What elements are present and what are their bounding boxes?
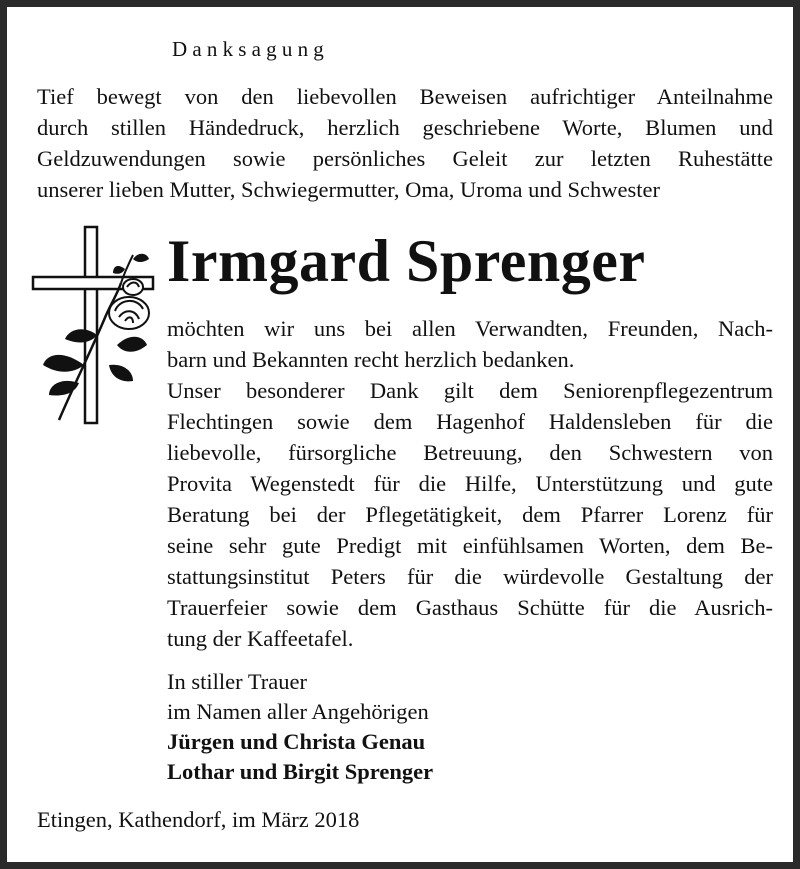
thanks-text [167,313,773,654]
cross-with-rose-icon [29,225,159,425]
intro-line: unserer lieben Mutter, Schwiegermutter, Oma, Uroma und Schwester [37,177,661,202]
intro-text [37,81,773,205]
closing-line: im Namen aller Angehörigen [167,699,429,724]
family-name: Lothar und Birgit Sprenger [167,759,434,784]
intro-line: Geldzuwendungen sowie persönliches Geleit zur letzten Ruhestätte [37,146,773,171]
thanks-line: Unser besonderer Dank gilt dem Seniorenpflegezentrum [167,378,773,403]
thanks-line: Flechtingen sowie dem Hagenhof Haldensleben für die [167,409,773,434]
thanks-line: liebevolle, fürsorgliche Betreuung, den Schwestern von [167,440,773,465]
thanks-line: Beratung bei der Pflegetätigkeit, dem Pfarrer Lorenz für [167,502,773,527]
family-name: Jürgen und Christa Genau [167,729,426,754]
obituary-card [7,7,793,862]
place-date: Etingen, Kathendorf, im März 2018 [37,807,360,832]
thanks-line: tung der Kaffeetafel. [167,626,354,651]
intro-line: durch stillen Händedruck, herzlich geschriebene Worte, Blumen und [37,115,773,140]
thanks-line: möchten wir uns bei allen Verwandten, Freunden, Nach- [167,316,773,341]
closing-line: In stiller Trauer [167,669,307,694]
thanks-line: seine sehr gute Predigt mit einfühlsamen Worten, dem Be- [167,533,773,558]
thanks-line: barn und Bekannten recht herzlich bedanken. [167,347,575,372]
heading: Danksagung [172,37,329,61]
thanks-line: Provita Wegenstedt für die Hilfe, Unterstützung und gute [167,471,773,496]
deceased-name: Irmgard Sprenger [167,228,646,294]
thanks-line: Trauerfeier sowie dem Gasthaus Schütte für die Ausrich- [167,595,773,620]
closing-block [167,667,433,787]
thanks-line: stattungsinstitut Peters für die würdevolle Gestaltung der [167,564,773,589]
intro-line: Tief bewegt von den liebevollen Beweisen aufrichtiger Anteilnahme [37,84,773,109]
